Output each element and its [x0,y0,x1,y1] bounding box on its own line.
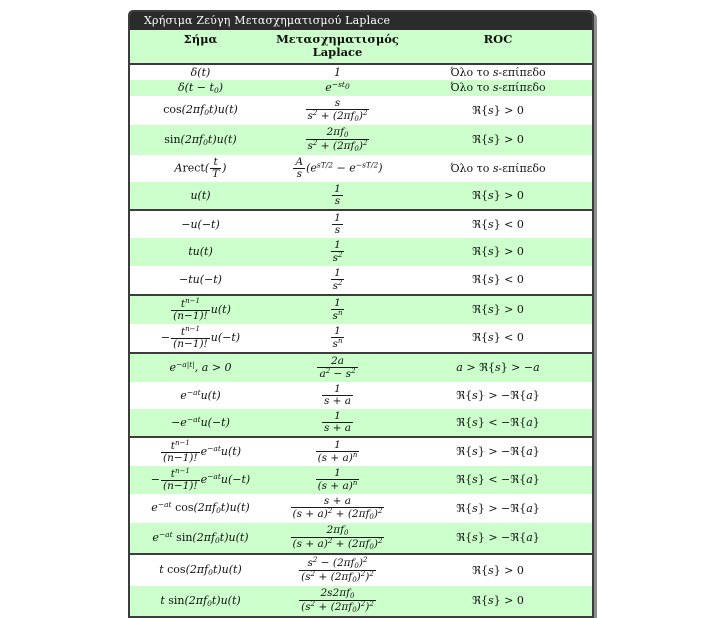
roc-cell: ℜ{s} > 0 [404,182,592,210]
table-row [130,210,592,238]
signal-cell: δ(t) [130,64,271,80]
roc-cell: ℜ{s} > −ℜ{a} [404,437,592,466]
table-header [130,30,592,64]
signal-cell: u(t) [130,182,271,210]
transform-cell: $e^{-st_0}$ [271,80,404,96]
transform-cell: $\frac{1}{s^2}$ [271,266,404,295]
transform-cell: $\frac{1}{s}$ [271,210,404,238]
laplace-pairs-table [130,30,592,616]
laplace-table-sheet [128,10,594,618]
signal-cell: $e^{-at}$ $\cos(2\pi f_0t)u(t)$ [130,494,271,523]
table-row [130,96,592,125]
column-header-signal: Σήμα [130,30,271,64]
table-row [130,437,592,466]
transform-cell: $\frac{2a}{a^2 - s^2}$ [271,353,404,382]
header-row [130,30,592,64]
transform-cell: $\frac{1}{s^n}$ [271,295,404,324]
signal-cell: $\frac{t^{n-1}}{(n-1)!}$ u(t) [130,295,271,324]
roc-cell: ℜ{s} > 0 [404,125,592,155]
transform-cell: $\frac{1}{s^2}$ [271,238,404,266]
transform-cell: $\frac{A}{s}$ $(e^{sT/2} - e^{-sT/2})$ [271,155,404,182]
signal-cell: $e^{-at}u(t)$ [130,382,271,409]
signal-cell: −tu(−t) [130,266,271,295]
table-row [130,353,592,382]
roc-cell: ℜ{s} > 0 [404,586,592,616]
table-body [130,64,592,616]
transform-cell: $\frac{2s2\pi f_0}{(s^2 + (2\pi f_0)^2)^2}$ [271,586,404,616]
table-row [130,155,592,182]
table-row [130,523,592,554]
roc-cell: ℜ{s} > 0 [404,96,592,125]
transform-cell: $\frac{1}{s^n}$ [271,324,404,353]
transform-cell: $\frac{2\pi f_0}{(s + a)^2 + (2\pi f_0)^2}$ [271,523,404,554]
transform-cell: 1 [271,64,404,80]
signal-cell: t $\sin(2\pi f_0t)u(t)$ [130,586,271,616]
table-row [130,554,592,586]
table-row [130,324,592,353]
transform-cell: $\frac{1}{s + a}$ [271,409,404,437]
table-row [130,409,592,437]
roc-cell: ℜ{s} < 0 [404,324,592,353]
signal-cell: $-e^{-at}u(-t)$ [130,409,271,437]
transform-cell: $\frac{1}{(s + a)^n}$ [271,466,404,494]
table-panel [128,10,594,618]
signal-cell: $\sin(2\pi f_0t)u(t)$ [130,125,271,155]
transform-cell: $\frac{s^2 - (2\pi f_0)^2}{(s^2 + (2\pi f_0)^2)^2}$ [271,554,404,586]
roc-cell: ℜ{s} > −ℜ{a} [404,382,592,409]
table-row [130,238,592,266]
signal-cell: $e^{-a|t|}$, a > 0 [130,353,271,382]
transform-cell: $\frac{2\pi f_0}{s^2 + (2\pi f_0)^2}$ [271,125,404,155]
roc-cell: a > ℜ{s} > −a [404,353,592,382]
roc-cell: ℜ{s} > −ℜ{a} [404,523,592,554]
roc-cell: Όλο το s-επίπεδο [404,64,592,80]
transform-cell: $\frac{s + a}{(s + a)^2 + (2\pi f_0)^2}$ [271,494,404,523]
roc-cell: ℜ{s} < −ℜ{a} [404,466,592,494]
transform-cell: $\frac{1}{s + a}$ [271,382,404,409]
table-row [130,466,592,494]
roc-cell: ℜ{s} > 0 [404,238,592,266]
table-row [130,80,592,96]
table-row [130,295,592,324]
signal-cell: tu(t) [130,238,271,266]
table-row [130,125,592,155]
transform-cell: $\frac{1}{s}$ [271,182,404,210]
signal-cell: − $\frac{t^{n-1}}{(n-1)!}$ u(−t) [130,324,271,353]
column-header-roc: ROC [404,30,592,64]
signal-cell: t $\cos(2\pi f_0t)u(t)$ [130,554,271,586]
roc-cell: Όλο το s-επίπεδο [404,155,592,182]
roc-cell: Όλο το s-επίπεδο [404,80,592,96]
roc-cell: ℜ{s} < 0 [404,266,592,295]
table-row [130,586,592,616]
transform-cell: $\frac{s}{s^2 + (2\pi f_0)^2}$ [271,96,404,125]
table-row [130,182,592,210]
signal-cell: $\delta(t - t_0)$ [130,80,271,96]
roc-cell: ℜ{s} > 0 [404,295,592,324]
signal-cell: Arect( $\frac{t}{T}$ ) [130,155,271,182]
table-title: Χρήσιμα Ζεύγη Μετασχηματισμού Laplace [130,12,592,30]
roc-cell: ℜ{s} < −ℜ{a} [404,409,592,437]
signal-cell: $\frac{t^{n-1}}{(n-1)!}$ $e^{-at}u(t)$ [130,437,271,466]
table-row [130,64,592,80]
transform-cell: $\frac{1}{(s + a)^n}$ [271,437,404,466]
table-row [130,382,592,409]
roc-cell: ℜ{s} > 0 [404,554,592,586]
signal-cell: − $\frac{t^{n-1}}{(n-1)!}$ $e^{-at}u(-t)$ [130,466,271,494]
table-row [130,494,592,523]
roc-cell: ℜ{s} < 0 [404,210,592,238]
signal-cell: −u(−t) [130,210,271,238]
signal-cell: $e^{-at}$ $\sin(2\pi f_0t)u(t)$ [130,523,271,554]
column-header-transform: Μετασχηματισμός Laplace [271,30,404,64]
table-row [130,266,592,295]
signal-cell: $\cos(2\pi f_0t)u(t)$ [130,96,271,125]
roc-cell: ℜ{s} > −ℜ{a} [404,494,592,523]
